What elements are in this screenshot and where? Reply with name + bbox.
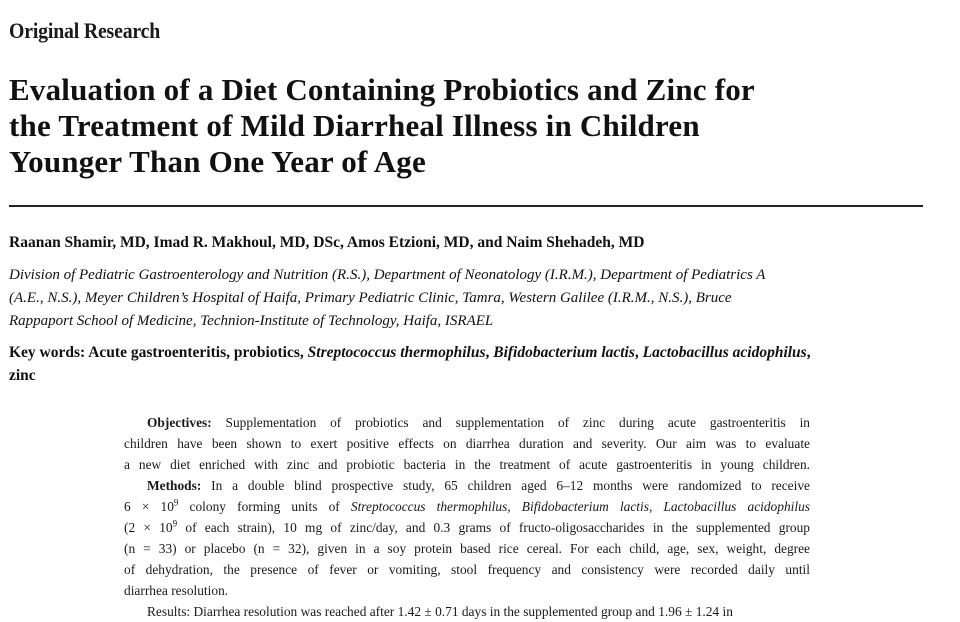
- abstract-line: (n = 33) or placebo (n = 32), given in a soy protein based rice cereal. For each child, age, sex, weight, degree: [124, 541, 810, 556]
- abstract-text: 6 × 10: [124, 499, 174, 514]
- abstract-line: [124, 517, 810, 538]
- keywords-line: [9, 341, 944, 364]
- keywords-label: Key words:: [9, 344, 86, 361]
- abstract-text: of each strain), 10 mg of zinc/day, and 0.3 grams of fructo-oligosaccharides in the supplemented group: [185, 520, 811, 535]
- keywords: [9, 341, 944, 387]
- title-line: the Treatment of Mild Diarrheal Illness in Children: [9, 108, 700, 143]
- author-list: Raanan Shamir, MD, Imad R. Makhoul, MD, DSc, Amos Etzioni, MD, and Naim Shehadeh, MD: [9, 234, 645, 251]
- title-line: Evaluation of a Diet Containing Probiotics and Zinc for: [9, 72, 755, 107]
- abstract-line: a new diet enriched with zinc and probiotic bacteria in the treatment of acute gastroenteritis in young children.: [124, 457, 810, 472]
- species-name: Lactobacillus acidophilus: [663, 499, 810, 514]
- keyword: Acute gastroenteritis, probiotics,: [88, 344, 304, 361]
- keywords-line: [9, 364, 944, 387]
- abstract-line-cut: Results: Diarrhea resolution was reached after 1.42 ± 0.71 days in the supplemented group and 1.96 ± 1.24 in: [147, 604, 733, 619]
- exponent: 9: [173, 497, 179, 508]
- abstract-line: [124, 496, 810, 517]
- objectives-heading: Objectives:: [147, 415, 212, 430]
- abstract-text: ,: [507, 499, 511, 514]
- keyword: zinc: [9, 367, 36, 384]
- species-name: Streptococcus thermophilus: [350, 499, 508, 514]
- affiliation-line: Division of Pediatric Gastroenterology and Nutrition (R.S.), Department of Neonatology (I.R.M.), Department of Pediatrics A: [9, 267, 766, 283]
- article-title: [9, 72, 954, 180]
- methods-heading: Methods:: [147, 478, 202, 493]
- keyword-species: Lactobacillus acidophilus: [642, 344, 807, 361]
- section-label: Original Research: [9, 18, 161, 43]
- affiliation-line: Rappaport School of Medicine, Technion-Institute of Technology, Haifa, ISRAEL: [9, 313, 494, 329]
- species-name: Bifidobacterium lactis: [521, 499, 649, 514]
- abstract: [124, 412, 811, 619]
- exponent: 9: [172, 518, 178, 529]
- abstract-text: In a double blind prospective study, 65 children aged 6–12 months were randomized to receive: [211, 478, 810, 493]
- keyword-separator: ,: [806, 344, 811, 361]
- keyword-species: Streptococcus thermophilus: [307, 344, 486, 361]
- abstract-line: of dehydration, the presence of fever or vomiting, stool frequency and consistency were recorded daily until: [124, 562, 810, 577]
- affiliation-line: (A.E., N.S.), Meyer Children’s Hospital of Haifa, Primary Pediatric Clinic, Tamra, Western Galilee (I.R.M., N.S.), Bruce: [9, 290, 732, 306]
- keyword-separator: ,: [634, 344, 639, 361]
- abstract-line: diarrhea resolution.: [124, 583, 229, 598]
- affiliations: [9, 264, 939, 333]
- abstract-line: [124, 475, 810, 496]
- abstract-text: ,: [648, 499, 653, 514]
- title-line: Younger Than One Year of Age: [9, 144, 426, 179]
- abstract-line: children have been shown to exert positive effects on diarrhea duration and severity. Our aim was to evaluate: [124, 436, 810, 451]
- keyword-species: Bifidobacterium lactis: [493, 344, 635, 361]
- keyword-separator: ,: [485, 344, 490, 361]
- abstract-text: Supplementation of probiotics and supplementation of zinc during acute gastroenteritis in: [225, 415, 810, 430]
- abstract-text: colony forming units of: [189, 499, 340, 514]
- abstract-line: [124, 412, 810, 433]
- abstract-text: (2 × 10: [124, 520, 173, 535]
- title-divider: [9, 205, 923, 207]
